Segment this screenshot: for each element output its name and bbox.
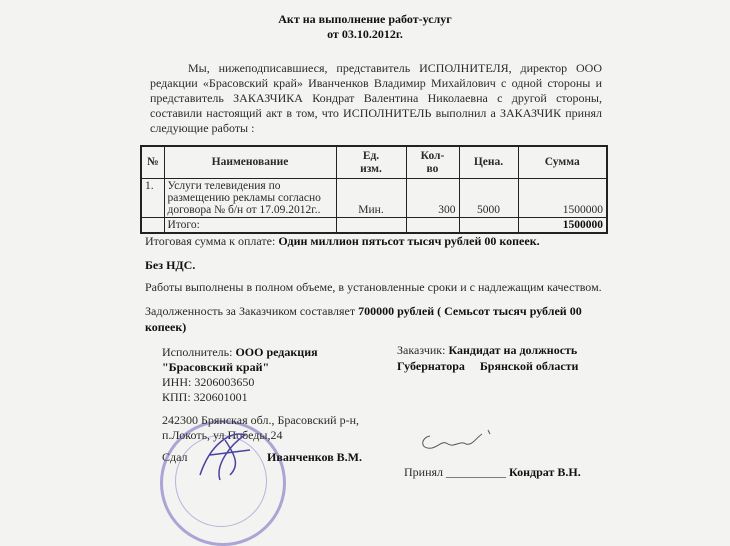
total-sum-words: Один миллион пятьсот тысяч рублей 00 копеек. xyxy=(278,234,540,248)
doc-title: Акт на выполнение работ-услуг xyxy=(278,12,452,26)
intro-text: Мы, нижеподписавшиеся, представитель ИСПОЛНИТЕЛЯ, директор ООО редакции «Брасовский край» Иванченков Владимир Михайлович с одной стороны и представитель ЗАКАЗЧИКА Кондрат Валентина Николаевна с другой стороны, составили настоящий акт в том, что ИСПОЛНИТЕЛЬ выполнил а ЗАКАЗЧИК принял следующие работы : xyxy=(150,61,602,135)
executor-address-1: 242300 Брянская обл., Брасовский р-н, xyxy=(162,413,360,427)
intro-paragraph xyxy=(150,61,602,136)
works-table xyxy=(140,145,608,234)
table-row xyxy=(141,179,607,218)
cell-sum: 1500000 xyxy=(518,179,607,218)
completion-note: Работы выполнены в полном объеме, в установленные сроки и с надлежащим качеством. xyxy=(145,280,602,294)
total-sum-label: Итоговая сумма к оплате: xyxy=(145,234,279,248)
customer-line xyxy=(397,343,577,358)
debt-value: 700000 рублей ( Семьсот тысяч рублей 00 xyxy=(358,304,582,318)
empty-cell xyxy=(459,218,518,234)
customer-sign-line xyxy=(398,450,581,480)
empty-cell xyxy=(336,218,406,234)
table-total-row xyxy=(141,218,607,234)
debt-line xyxy=(145,304,582,319)
col-qty: Кол-во xyxy=(406,146,459,179)
total-label: Итого: xyxy=(164,218,336,234)
col-num: № xyxy=(141,146,164,179)
executor-label: Исполнитель: xyxy=(162,345,236,359)
executor-inn: ИНН: 3206003650 xyxy=(162,375,255,389)
total-value: 1500000 xyxy=(518,218,607,234)
doc-date: от 03.10.2012г. xyxy=(327,27,403,41)
cell-name: Услуги телевидения по размещению рекламы согласно договора № б/н от 17.09.2012г.. xyxy=(164,179,336,218)
empty-cell xyxy=(141,218,164,234)
vat-note: Без НДС. xyxy=(145,258,196,272)
empty-cell xyxy=(406,218,459,234)
customer-sign-label: Принял xyxy=(404,465,444,479)
customer-sign-name: Кондрат В.Н. xyxy=(509,465,581,479)
col-name: Наименование xyxy=(164,146,336,179)
total-sum-line xyxy=(145,234,540,249)
executor-org: ООО редакция xyxy=(235,345,318,359)
executor-address-2: п.Локоть, ул.Победы,24 xyxy=(162,428,283,442)
debt-value-cont: копеек) xyxy=(145,320,187,334)
executor-signature xyxy=(190,425,260,485)
debt-label: Задолженность за Заказчиком составляет xyxy=(145,304,359,318)
executor-org-name: "Брасовский край" xyxy=(162,360,270,374)
cell-unit: Мин. xyxy=(336,179,406,218)
customer-title: Кандидат на должность xyxy=(448,343,578,357)
signature-line: __________ xyxy=(446,465,507,479)
cell-num: 1. xyxy=(141,179,164,218)
customer-label: Заказчик: xyxy=(397,343,449,357)
executor-sign-label: Сдал xyxy=(162,450,188,464)
cell-price: 5000 xyxy=(459,179,518,218)
customer-title-cont: Губернатора Брянской области xyxy=(397,359,579,373)
col-price: Цена. xyxy=(459,146,518,179)
table-header-row xyxy=(141,146,607,179)
cell-qty: 300 xyxy=(406,179,459,218)
col-unit: Ед. изм. xyxy=(336,146,406,179)
col-sum: Сумма xyxy=(518,146,607,179)
executor-line xyxy=(162,345,318,360)
executor-sign-name: Иванченков В.М. xyxy=(267,450,363,464)
executor-kpp: КПП: 320601001 xyxy=(162,390,248,404)
